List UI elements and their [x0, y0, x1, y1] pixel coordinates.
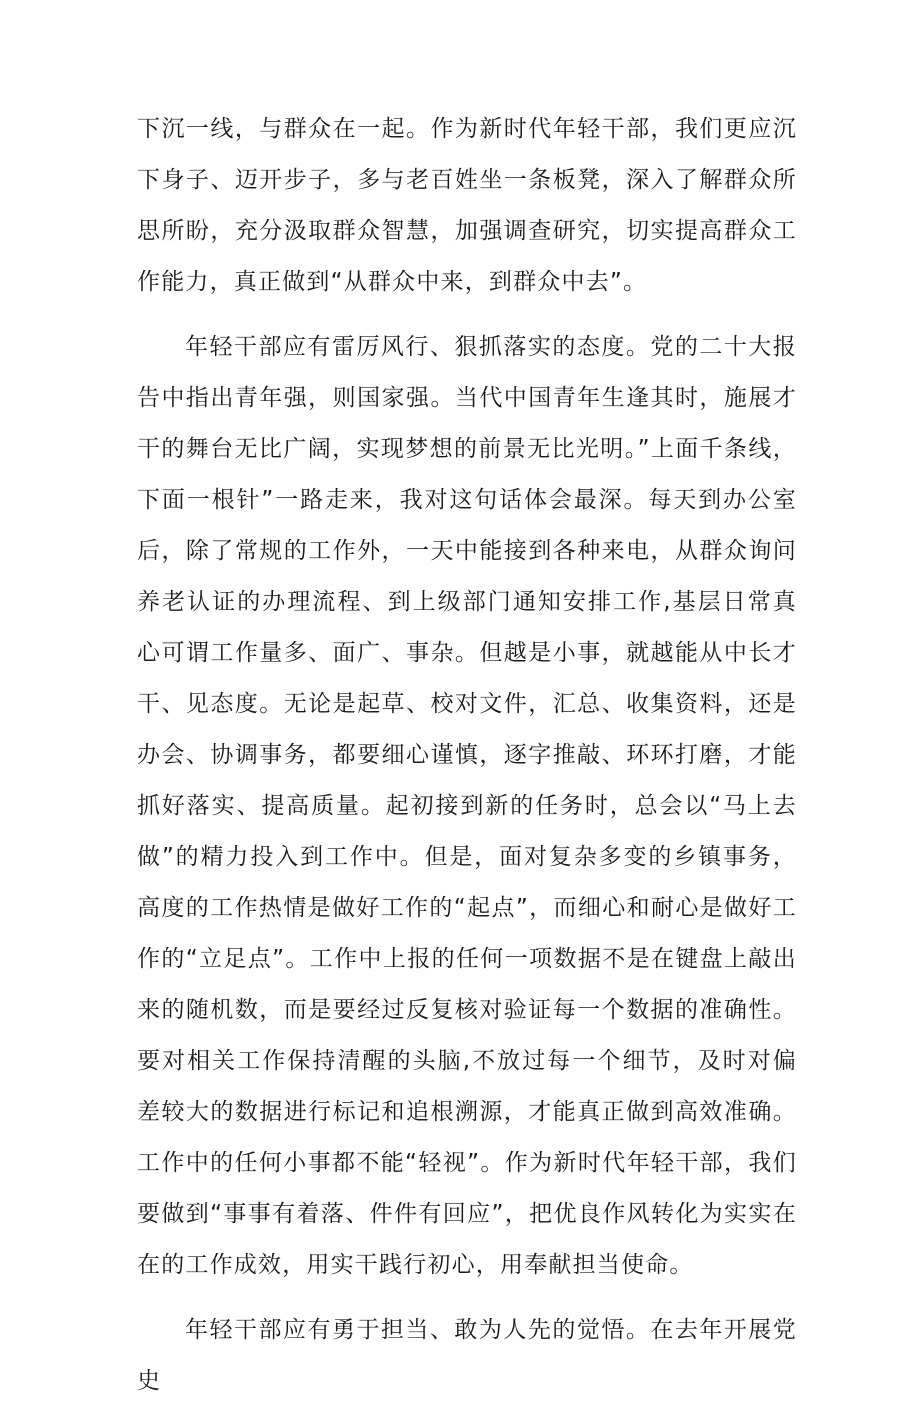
- document-body: [137, 104, 797, 1407]
- paragraph-attitude: 年轻干部应有雷厉风行、狠抓落实的态度。党的二十大报告中指出青年强，则国家强。当代中国青年生逢其时，施展才干的舞台无比广阔，实现梦想的前景无比光明。”上面千条线，下面一根针”一路走来，我对这句话体会最深。每天到办公室后，除了常规的工作外，一天中能接到各种来电，从群众询问养老认证的办理流程、到上级部门通知安排工作,基层日常真心可谓工作量多、面广、事杂。但越是小事，就越能从中长才干、见态度。无论是起草、校对文件，汇总、收集资料，还是办会、协调事务，都要细心谨慎，逐字推敲、环环打磨，才能抓好落实、提高质量。起初接到新的任务时，总会以“马上去做”的精力投入到工作中。但是，面对复杂多变的乡镇事务，高度的工作热情是做好工作的“起点”，而细心和耐心是做好工作的“立足点”。工作中上报的任何一项数据不是在键盘上敲出来的随机数，而是要经过反复核对验证每一个数据的准确性。要对相关工作保持清醒的头脑,不放过每一个细节，及时对偏差较大的数据进行标记和追根溯源，才能真正做到高效准确。工作中的任何小事都不能“轻视”。作为新时代年轻干部，我们要做到“事事有着落、件件有回应”，把优良作风转化为实实在在的工作成效，用实干践行初心，用奉献担当使命。: [137, 334, 797, 1278]
- paragraph-continuation: 下沉一线，与群众在一起。作为新时代年轻干部，我们更应沉下身子、迈开步子，多与老百姓坐一条板凳，深入了解群众所思所盼，充分汲取群众智慧，加强调查研究，切实提高群众工作能力，真正做到“从群众中来，到群众中去”。: [137, 116, 797, 295]
- paragraph-awareness: 年轻干部应有勇于担当、敢为人先的觉悟。在去年开展党史: [137, 1317, 797, 1394]
